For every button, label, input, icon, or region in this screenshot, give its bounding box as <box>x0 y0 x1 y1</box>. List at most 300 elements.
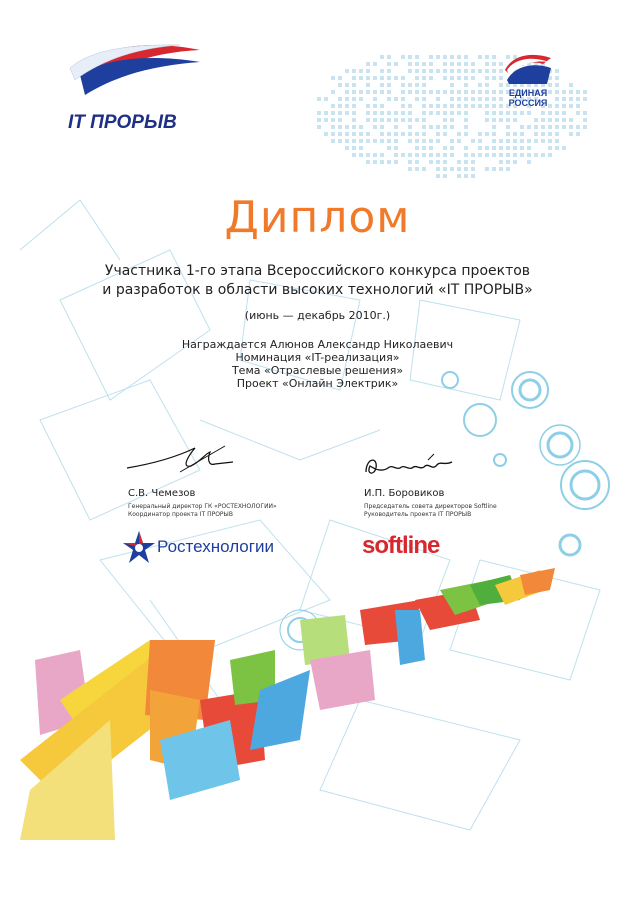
map-dot <box>450 167 454 171</box>
map-dot <box>534 118 538 122</box>
map-dot <box>471 62 475 66</box>
map-dot <box>492 146 496 150</box>
map-dot <box>394 62 398 66</box>
map-dot <box>331 125 335 129</box>
map-dot <box>527 139 531 143</box>
map-dot <box>485 76 489 80</box>
map-dot <box>520 125 524 129</box>
map-dot <box>464 118 468 122</box>
nomination: Номинация «IT-реализация» <box>235 351 400 364</box>
map-dot <box>541 118 545 122</box>
map-dot <box>457 139 461 143</box>
map-dot <box>387 69 391 73</box>
map-dot <box>562 146 566 150</box>
map-dot <box>443 62 447 66</box>
signatory-1-role <box>128 503 277 519</box>
map-dot <box>359 125 363 129</box>
map-dot <box>317 118 321 122</box>
map-dot <box>478 139 482 143</box>
map-dot <box>415 90 419 94</box>
map-dot <box>401 83 405 87</box>
it-proryv-logo-mark <box>60 40 210 110</box>
map-dot <box>464 167 468 171</box>
map-dot <box>345 111 349 115</box>
arrows <box>20 568 555 840</box>
map-dot <box>513 146 517 150</box>
map-dot <box>534 153 538 157</box>
map-dot <box>471 167 475 171</box>
map-dot <box>555 76 559 80</box>
map-dot <box>338 111 342 115</box>
map-dot <box>331 139 335 143</box>
map-dot <box>450 83 454 87</box>
map-dot <box>499 111 503 115</box>
map-dot <box>408 139 412 143</box>
map-dot <box>408 125 412 129</box>
signatory-2-role-line1: Председатель совета директоров Softline <box>364 503 497 510</box>
rostech-logo: Ростехнологии <box>157 537 274 556</box>
map-dot <box>520 139 524 143</box>
signatory-1-role-line2: Координатор проекта IT ПРОРЫВ <box>128 511 233 518</box>
map-dot <box>464 69 468 73</box>
map-dot <box>576 111 580 115</box>
map-dot <box>345 132 349 136</box>
map-dot <box>408 160 412 164</box>
map-dot <box>373 153 377 157</box>
map-dot <box>415 153 419 157</box>
map-dot <box>464 125 468 129</box>
map-dot <box>338 139 342 143</box>
map-dot <box>555 118 559 122</box>
map-dot <box>492 111 496 115</box>
map-dot <box>415 97 419 101</box>
map-dot <box>443 118 447 122</box>
map-dot <box>324 97 328 101</box>
map-dot <box>380 132 384 136</box>
map-dot <box>366 139 370 143</box>
map-dot <box>331 132 335 136</box>
map-dot <box>373 97 377 101</box>
map-dot <box>317 111 321 115</box>
map-dot <box>338 76 342 80</box>
map-dot <box>513 118 517 122</box>
map-dot <box>583 90 587 94</box>
map-dot <box>352 83 356 87</box>
map-dot <box>345 104 349 108</box>
map-dot <box>506 111 510 115</box>
map-dot <box>415 132 419 136</box>
map-dot <box>352 125 356 129</box>
map-dot <box>366 132 370 136</box>
map-dot <box>562 104 566 108</box>
map-dot <box>373 118 377 122</box>
map-dot <box>492 104 496 108</box>
map-dot <box>471 153 475 157</box>
map-dot <box>401 104 405 108</box>
bear-icon <box>503 50 553 86</box>
map-dot <box>429 125 433 129</box>
map-dot <box>324 111 328 115</box>
map-dot <box>380 104 384 108</box>
map-dot <box>485 132 489 136</box>
map-dot <box>380 139 384 143</box>
map-dot <box>492 62 496 66</box>
map-dot <box>443 111 447 115</box>
map-dot <box>555 111 559 115</box>
map-dot <box>464 132 468 136</box>
map-dot <box>331 111 335 115</box>
map-dot <box>485 55 489 59</box>
signature-chemezov <box>125 440 235 480</box>
map-dot <box>492 90 496 94</box>
map-dot <box>415 146 419 150</box>
map-dot <box>394 146 398 150</box>
map-dot <box>576 104 580 108</box>
map-dot <box>436 104 440 108</box>
map-dot <box>443 132 447 136</box>
map-dot <box>527 146 531 150</box>
map-dot <box>450 139 454 143</box>
map-dot <box>478 146 482 150</box>
map-dot <box>436 132 440 136</box>
map-dot <box>436 97 440 101</box>
map-dot <box>499 167 503 171</box>
map-dot <box>492 125 496 129</box>
map-dot <box>338 132 342 136</box>
map-dot <box>478 97 482 101</box>
map-dot <box>394 97 398 101</box>
map-dot <box>492 55 496 59</box>
map-dot <box>499 118 503 122</box>
map-dot <box>380 125 384 129</box>
map-dot <box>478 132 482 136</box>
map-dot <box>555 132 559 136</box>
map-dot <box>506 132 510 136</box>
map-dot <box>548 139 552 143</box>
map-dot <box>366 160 370 164</box>
map-dot <box>429 153 433 157</box>
map-dot <box>352 104 356 108</box>
map-dot <box>436 69 440 73</box>
map-dot <box>478 90 482 94</box>
map-dot <box>331 76 335 80</box>
map-dot <box>324 118 328 122</box>
map-dot <box>366 62 370 66</box>
map-dot <box>401 76 405 80</box>
map-dot <box>408 55 412 59</box>
map-dot <box>534 125 538 129</box>
map-dot <box>548 132 552 136</box>
map-dot <box>429 69 433 73</box>
map-dot <box>506 153 510 157</box>
map-dot <box>359 76 363 80</box>
signature-borovikov <box>362 450 457 482</box>
map-dot <box>443 69 447 73</box>
map-dot <box>408 104 412 108</box>
map-dot <box>513 153 517 157</box>
map-dot <box>373 111 377 115</box>
map-dot <box>513 132 517 136</box>
map-dot <box>464 97 468 101</box>
map-dot <box>485 167 489 171</box>
map-dot <box>555 104 559 108</box>
map-dot <box>345 97 349 101</box>
map-dot <box>387 62 391 66</box>
map-dot <box>471 160 475 164</box>
map-dot <box>450 55 454 59</box>
map-dot <box>366 83 370 87</box>
map-dot <box>429 90 433 94</box>
map-dot <box>562 90 566 94</box>
rostech-star-icon <box>122 530 156 564</box>
map-dot <box>373 76 377 80</box>
map-dot <box>394 118 398 122</box>
map-dot <box>352 146 356 150</box>
map-dot <box>485 118 489 122</box>
map-dot <box>429 139 433 143</box>
map-dot <box>555 69 559 73</box>
map-dot <box>471 90 475 94</box>
map-dot <box>534 139 538 143</box>
map-dot <box>457 76 461 80</box>
map-dot <box>485 83 489 87</box>
map-dot <box>324 132 328 136</box>
map-dot <box>415 76 419 80</box>
map-dot <box>380 55 384 59</box>
map-dot <box>345 139 349 143</box>
map-dot <box>485 97 489 101</box>
map-dot <box>499 139 503 143</box>
map-dot <box>380 76 384 80</box>
edinaya-rossiya-line1: ЕДИНАЯ <box>508 88 548 98</box>
award-details <box>0 338 635 390</box>
map-dot <box>436 55 440 59</box>
map-dot <box>408 118 412 122</box>
map-dot <box>422 90 426 94</box>
map-dot <box>436 125 440 129</box>
diploma-title: Диплом <box>224 192 411 243</box>
map-dot <box>492 76 496 80</box>
map-dot <box>450 97 454 101</box>
map-dot <box>380 111 384 115</box>
map-dot <box>408 132 412 136</box>
map-dot <box>471 76 475 80</box>
map-dot <box>359 153 363 157</box>
map-dot <box>373 90 377 94</box>
map-dot <box>415 167 419 171</box>
map-dot <box>352 76 356 80</box>
map-dot <box>387 146 391 150</box>
map-dot <box>352 111 356 115</box>
map-dot <box>520 111 524 115</box>
map-dot <box>513 111 517 115</box>
map-dot <box>562 125 566 129</box>
map-dot <box>415 139 419 143</box>
map-dot <box>541 111 545 115</box>
it-proryv-logo: IT ПРОРЫВ <box>68 112 177 133</box>
map-dot <box>359 90 363 94</box>
map-dot <box>541 132 545 136</box>
map-dot <box>457 132 461 136</box>
map-dot <box>331 118 335 122</box>
map-dot <box>457 104 461 108</box>
map-dot <box>422 118 426 122</box>
map-dot <box>471 139 475 143</box>
map-dot <box>394 111 398 115</box>
map-dot <box>338 118 342 122</box>
map-dot <box>380 69 384 73</box>
map-dot <box>555 125 559 129</box>
map-dot <box>429 146 433 150</box>
map-dot <box>401 132 405 136</box>
map-dot <box>506 139 510 143</box>
map-dot <box>359 132 363 136</box>
map-dot <box>492 167 496 171</box>
period: (июнь — декабрь 2010г.) <box>244 309 391 322</box>
map-dot <box>338 125 342 129</box>
map-dot <box>345 125 349 129</box>
map-dot <box>415 62 419 66</box>
map-dot <box>569 97 573 101</box>
map-dot <box>366 90 370 94</box>
map-dot <box>583 118 587 122</box>
map-dot <box>520 153 524 157</box>
map-dot <box>485 146 489 150</box>
map-dot <box>366 153 370 157</box>
map-dot <box>478 104 482 108</box>
map-dot <box>555 90 559 94</box>
map-dot <box>373 125 377 129</box>
map-dot <box>492 132 496 136</box>
map-dot <box>520 146 524 150</box>
map-dot <box>485 69 489 73</box>
map-dot <box>485 153 489 157</box>
map-dot <box>548 118 552 122</box>
map-dot <box>422 104 426 108</box>
map-dot <box>366 118 370 122</box>
map-dot <box>422 76 426 80</box>
map-dot <box>422 139 426 143</box>
map-dot <box>485 90 489 94</box>
map-dot <box>387 83 391 87</box>
map-dot <box>380 153 384 157</box>
map-dot <box>569 83 573 87</box>
map-dot <box>380 90 384 94</box>
map-dot <box>506 118 510 122</box>
map-dot <box>527 153 531 157</box>
map-dot <box>485 62 489 66</box>
map-dot <box>345 90 349 94</box>
map-dot <box>443 146 447 150</box>
map-dot <box>331 90 335 94</box>
map-dot <box>457 90 461 94</box>
map-dot <box>408 90 412 94</box>
map-dot <box>401 153 405 157</box>
map-dot <box>317 97 321 101</box>
map-dot <box>506 146 510 150</box>
map-dot <box>555 139 559 143</box>
map-dot <box>387 118 391 122</box>
map-dot <box>464 174 468 178</box>
map-dot <box>436 167 440 171</box>
map-dot <box>583 125 587 129</box>
map-dot <box>562 111 566 115</box>
map-dot <box>352 153 356 157</box>
map-dot <box>352 69 356 73</box>
map-dot <box>422 111 426 115</box>
map-dot <box>464 104 468 108</box>
project: Проект «Онлайн Электрик» <box>236 377 399 390</box>
map-dot <box>541 139 545 143</box>
map-dot <box>464 153 468 157</box>
map-dot <box>338 97 342 101</box>
map-dot <box>492 69 496 73</box>
map-dot <box>450 90 454 94</box>
map-dot <box>527 160 531 164</box>
map-dot <box>380 160 384 164</box>
map-dot <box>387 132 391 136</box>
map-dot <box>373 160 377 164</box>
map-dot <box>478 69 482 73</box>
map-dot <box>478 153 482 157</box>
map-dot <box>317 125 321 129</box>
map-dot <box>457 160 461 164</box>
map-dot <box>464 111 468 115</box>
map-dot <box>352 90 356 94</box>
map-dot <box>492 97 496 101</box>
map-dot <box>352 118 356 122</box>
edinaya-rossiya-line2: РОССИЯ <box>508 98 548 108</box>
map-dot <box>387 90 391 94</box>
map-dot <box>387 76 391 80</box>
map-dot <box>387 111 391 115</box>
map-dot <box>415 69 419 73</box>
edinaya-rossiya-logo <box>503 88 553 108</box>
map-dot <box>569 132 573 136</box>
map-dot <box>436 111 440 115</box>
map-dot <box>513 139 517 143</box>
map-dot <box>583 111 587 115</box>
map-dot <box>562 97 566 101</box>
map-dot <box>366 69 370 73</box>
map-dot <box>457 69 461 73</box>
map-dot <box>415 160 419 164</box>
map-dot <box>387 55 391 59</box>
map-dot <box>555 83 559 87</box>
map-dot <box>583 97 587 101</box>
map-dot <box>569 90 573 94</box>
map-dot <box>436 174 440 178</box>
map-dot <box>415 55 419 59</box>
map-dot <box>366 76 370 80</box>
map-dot <box>366 111 370 115</box>
map-dot <box>464 55 468 59</box>
map-dot <box>443 55 447 59</box>
map-dot <box>450 62 454 66</box>
map-dot <box>457 111 461 115</box>
map-dot <box>471 69 475 73</box>
map-dot <box>408 153 412 157</box>
map-dot <box>415 83 419 87</box>
map-dot <box>464 160 468 164</box>
map-dot <box>506 167 510 171</box>
map-dot <box>352 132 356 136</box>
map-dot <box>387 139 391 143</box>
map-dot <box>429 111 433 115</box>
map-dot <box>541 125 545 129</box>
map-dot <box>401 90 405 94</box>
map-dot <box>499 160 503 164</box>
